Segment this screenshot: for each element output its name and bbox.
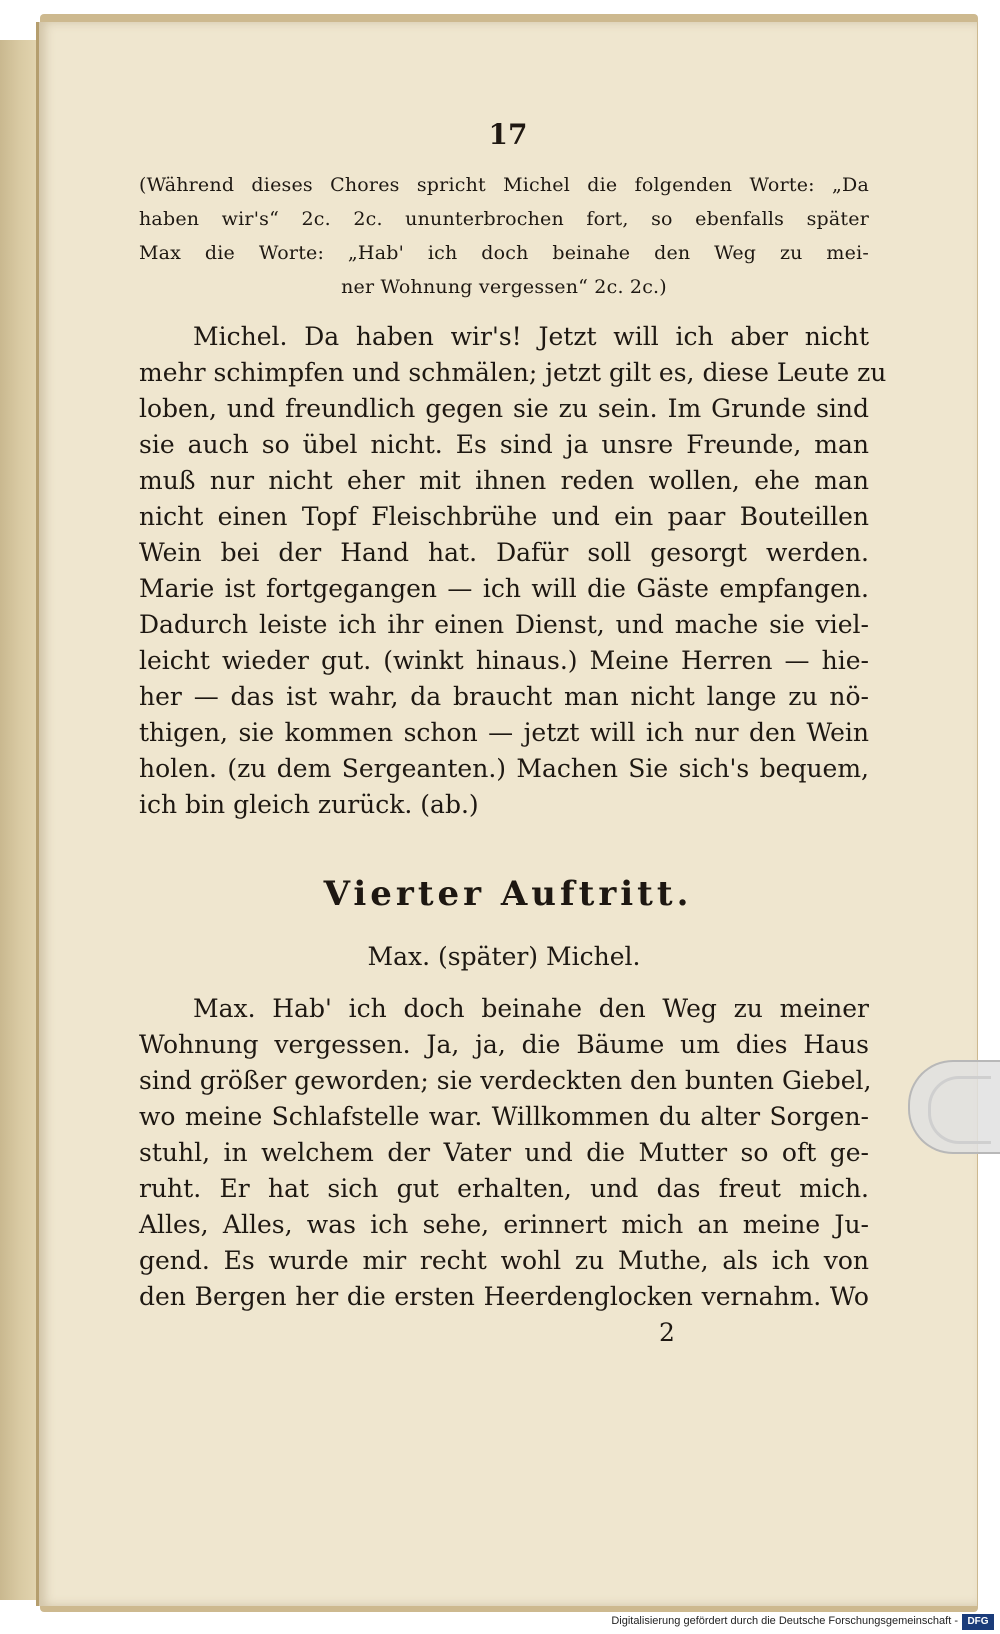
stage-direction-line: ner Wohnung vergessen“ 2c. 2c.) (341, 276, 667, 298)
paragraph-line: Alles, Alles, was ich sehe, erinnert mich an meine Ju- (139, 1210, 869, 1239)
book-page (36, 22, 977, 1606)
paragraph-line: Dadurch leiste ich ihr einen Dienst, und mache sie viel- (139, 610, 869, 639)
paragraph-line: Marie ist fortgegangen — ich will die Gäste empfangen. (139, 574, 869, 603)
signature-mark: 2 (659, 1318, 675, 1347)
dfg-logo-icon: DFG (962, 1614, 994, 1630)
paragraph-line: stuhl, in welchem der Vater und die Mutter so oft ge- (139, 1138, 869, 1167)
paragraph-line: Max. Hab' ich doch beinahe den Weg zu meiner (193, 994, 869, 1023)
page-clip-tab (908, 1060, 1000, 1154)
paragraph-line: sind größer geworden; sie verdeckten den bunten Giebel, (139, 1066, 872, 1095)
paragraph-line: her — das ist wahr, da braucht man nicht lange zu nö- (139, 682, 869, 711)
paragraph-line: Wohnung vergessen. Ja, ja, die Bäume um dies Haus (139, 1030, 869, 1059)
paragraph-line: muß nur nicht eher mit ihnen reden wollen, ehe man (139, 466, 869, 495)
scene-heading: Vierter Auftritt. (323, 874, 693, 914)
paragraph-line: Wein bei der Hand hat. Dafür soll gesorgt werden. (139, 538, 869, 567)
footer-credit: Digitalisierung gefördert durch die Deutsche Forschungsgemeinschaft - (611, 1615, 958, 1627)
paragraph-line: ich bin gleich zurück. (ab.) (139, 790, 479, 819)
paragraph-line: loben, und freundlich gegen sie zu sein. Im Grunde sind (139, 394, 869, 423)
paragraph-line: nicht einen Topf Fleischbrühe und ein paar Bouteillen (139, 502, 869, 531)
paragraph-line: gend. Es wurde mir recht wohl zu Muthe, als ich von (139, 1246, 869, 1275)
page-number: 17 (488, 118, 528, 151)
paragraph-line: sie auch so übel nicht. Es sind ja unsre Freunde, man (139, 430, 869, 459)
paragraph-line: ruht. Er hat sich gut erhalten, und das freut mich. (139, 1174, 869, 1203)
stage-direction-line: haben wir's“ 2c. 2c. ununterbrochen fort, so ebenfalls später (139, 208, 869, 230)
paragraph-line: thigen, sie kommen schon — jetzt will ich nur den Wein (139, 718, 869, 747)
paragraph-line: wo meine Schlafstelle war. Willkommen du alter Sorgen- (139, 1102, 869, 1131)
character-list: Max. (später) Michel. (367, 942, 641, 971)
paragraph-line: holen. (zu dem Sergeanten.) Machen Sie sich's bequem, (139, 754, 869, 783)
footer-bar (0, 1612, 1000, 1634)
page-clip-tab-ring (928, 1076, 991, 1144)
paragraph-line: mehr schimpfen und schmälen; jetzt gilt es, diese Leute zu (139, 358, 887, 387)
stage-direction-line: Max die Worte: „Hab' ich doch beinahe den Weg zu mei- (139, 242, 869, 264)
stage-direction-line: (Während dieses Chores spricht Michel die folgenden Worte: „Da (139, 174, 869, 196)
paragraph-line: den Bergen her die ersten Heerdenglocken vernahm. Wo (139, 1282, 869, 1311)
paragraph-line: Michel. Da haben wir's! Jetzt will ich aber nicht (193, 322, 869, 351)
paragraph-line: leicht wieder gut. (winkt hinaus.) Meine Herren — hie- (139, 646, 869, 675)
